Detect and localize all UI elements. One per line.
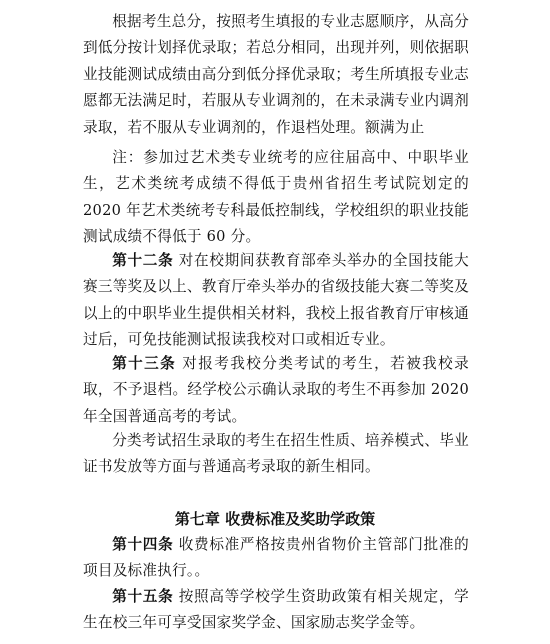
- article-12: [83, 248, 469, 354]
- paragraph-text: 注：参加过艺术类专业统考的应往届高中、中职毕业生，艺术类统考成绩不得低于贵州省招生考试院划定的 2020 年艺术类统考专科最低控制线，学校组织的职业技能测试成绩不得低于 60 分。: [83, 149, 469, 246]
- article-body: 按照高等学校学生资助政策有相关规定，学生在校三年可享受国家奖学金、国家励志奖学金等。: [83, 588, 469, 632]
- article-body: 收费标准严格按贵州省物价主管部门批准的项目及标准执行。。: [83, 536, 469, 580]
- paragraph-text: 分类考试招生录取的考生在招生性质、培养模式、毕业证书发放等方面与普通高考录取的新生相同。: [83, 432, 469, 476]
- paragraph-admission-ranking: [83, 9, 469, 141]
- article-label: 第十三条: [112, 355, 177, 372]
- article-body: 对在校期间获教育部牵头举办的全国技能大赛三等奖及以上、教育厅牵头举办的省级技能大赛二等奖及以上的中职毕业生提供相关材料，我校上报省教育厅审核通过后，可免技能测试报读我校对口或相近专业。: [83, 252, 469, 349]
- article-15: [83, 584, 469, 637]
- paragraph-classified-exam: [83, 428, 469, 481]
- article-label: 第十二条: [112, 252, 174, 269]
- paragraph-text: 根据考生总分，按照考生填报的专业志愿顺序，从高分到低分按计划择优录取；若总分相同，出现并列，则依据职业技能测试成绩由高分到低分择优录取；考生所填报专业志愿都无法满足时，若服从专业调剂的，在未录满专业内调剂录取，若不服从专业调剂的，作退档处理。额满为止: [83, 13, 469, 136]
- article-14: [83, 532, 469, 585]
- chapter-heading: 第七章 收费标准及奖助学政策: [174, 510, 376, 528]
- article-label: 第十四条: [112, 536, 174, 553]
- paragraph-art-note: [83, 145, 469, 251]
- article-label: 第十五条: [112, 588, 174, 605]
- article-body: 对报考我校分类考试的考生，若被我校录取，不予退档。经学校公示确认录取的考生不再参加 2020 年全国普通高考的考试。: [83, 355, 469, 425]
- article-13: [83, 351, 469, 430]
